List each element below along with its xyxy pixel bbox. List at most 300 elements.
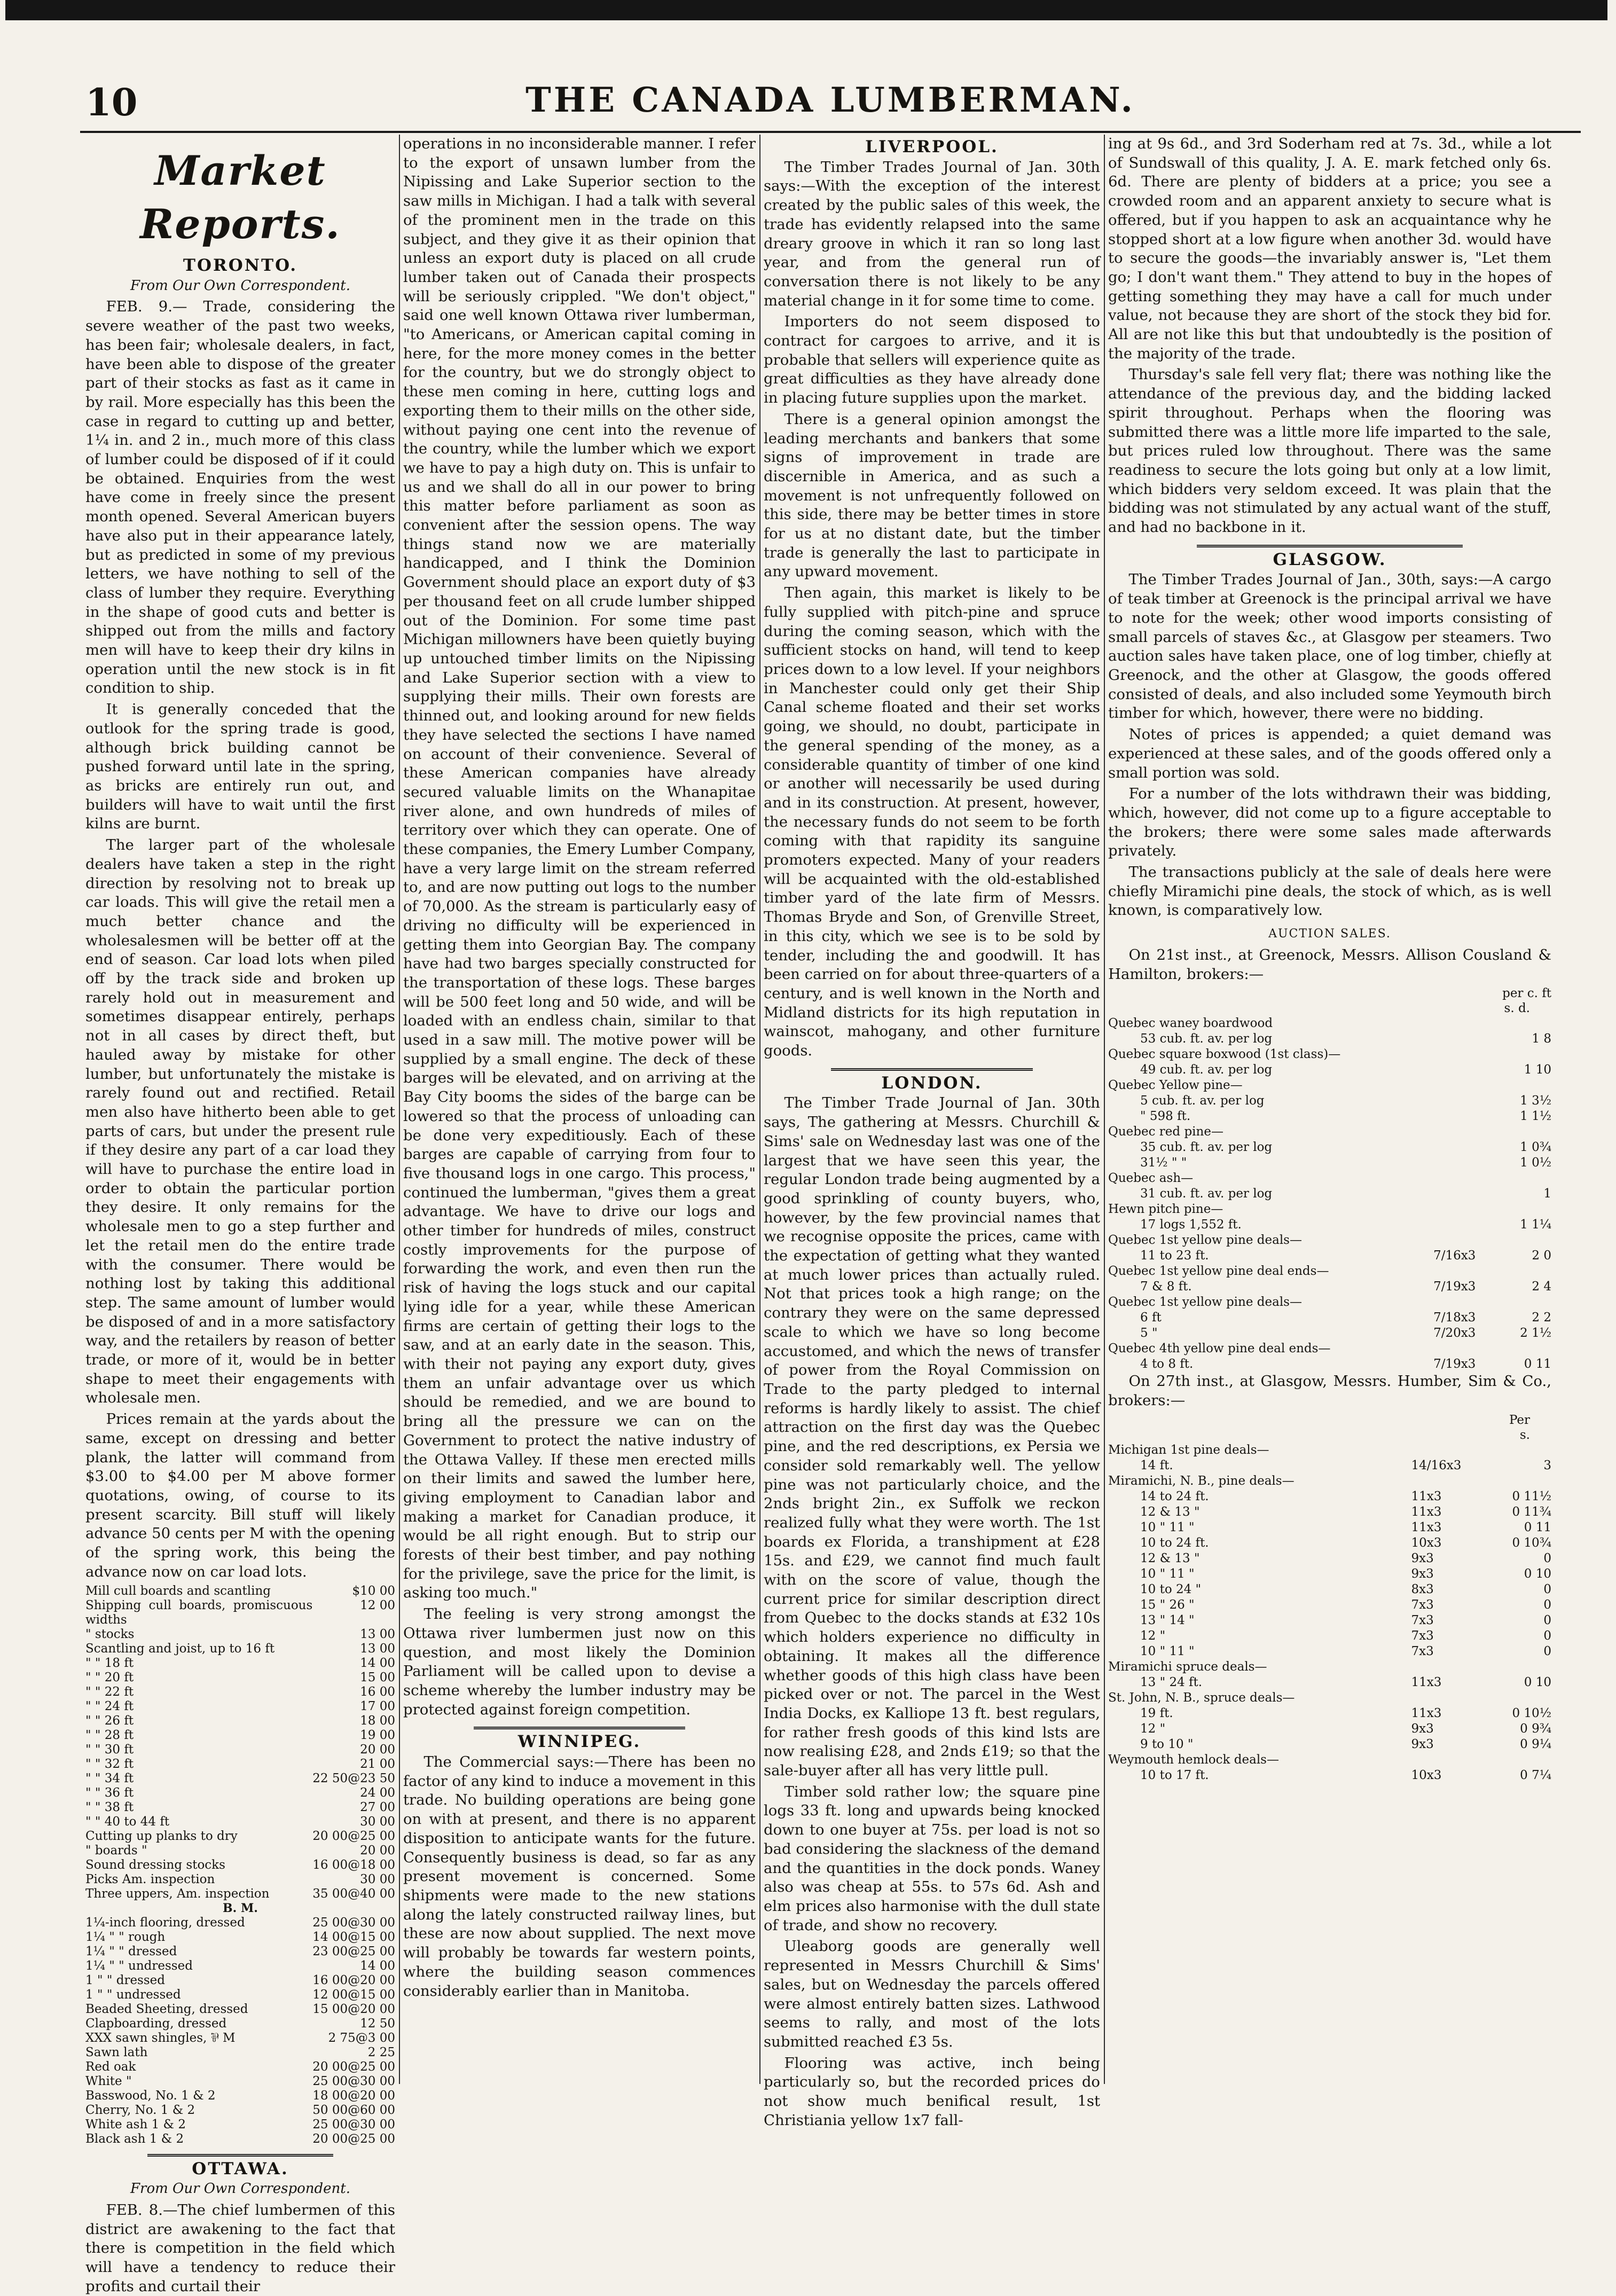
table-row <box>1108 1474 1551 1489</box>
price-value: $10 00 <box>352 1584 395 1598</box>
running-head <box>80 80 1581 139</box>
table-row <box>85 2132 395 2146</box>
auction-price: 1 1½ <box>1520 1109 1551 1124</box>
table-row <box>85 1728 395 1743</box>
table-row <box>1108 1489 1551 1504</box>
table-row <box>85 1786 395 1800</box>
auction-price <box>1493 1443 1551 1458</box>
table-row <box>85 2118 395 2132</box>
auction-size <box>1433 1233 1493 1248</box>
price-value: 35 00@40 00 <box>312 1886 395 1901</box>
auction-size <box>1433 1109 1493 1124</box>
auction-units: per c. ft <box>1502 986 1551 1001</box>
price-item: Sawn lath <box>85 2045 148 2059</box>
auction-price: 0 9¼ <box>1520 1737 1551 1751</box>
price-value: 12 00@15 00 <box>312 1987 395 2002</box>
price-item: Beaded Sheeting, dressed <box>85 2002 248 2016</box>
auction-size <box>1433 1016 1493 1031</box>
auction-size: 7/19x3 <box>1433 1280 1476 1294</box>
auction-item: Quebec 1st yellow pine deals— <box>1108 1295 1302 1310</box>
price-value: 30 00 <box>360 1814 395 1829</box>
table-row <box>1108 1535 1551 1551</box>
column-divider <box>1104 135 1105 2084</box>
table-row <box>85 2074 395 2089</box>
table-row <box>1108 1326 1551 1341</box>
auction-item: 10 to 24 " <box>1140 1582 1202 1596</box>
auction-size: 10x3 <box>1411 1535 1442 1550</box>
auction-item: 10 " 11 " <box>1140 1566 1195 1581</box>
auction-table-glasgow <box>1108 1443 1551 1783</box>
auction-price: 0 11½ <box>1512 1489 1551 1503</box>
price-value: 19 00 <box>360 1728 395 1742</box>
price-item: " " 28 ft <box>85 1728 134 1742</box>
auction-item: 17 logs 1,552 ft. <box>1140 1218 1242 1232</box>
table-row <box>1108 1295 1551 1310</box>
paragraph: FEB. 9.— Trade, considering the severe weather of the past two weeks, has been fair; wholesale dealers, in fact, have been able to dispose of the greater part of their stocks as fast as it came in by rail. More especially has this been the case in regard to cutting up and better, 1¼ in. and 2 in., much more of this class of lumber could be disposed of if it could be obtained. Enquiries from the west have come in freely since the present month opened. Several American buyers have also put in their appearance lately, but as predicted in some of my previous letters, we have nothing to sell of the class of lumber they require. Everything in the shape of good cuts and better is shipped out from the mills and factory men will have to keep their dry kilns in operation until the new stock is in fit condition to ship. <box>85 298 395 697</box>
price-item: " stocks <box>85 1627 135 1641</box>
price-item: 1¼ " " dressed <box>85 1944 177 1958</box>
auction-price <box>1493 1016 1551 1031</box>
auction-size: 7x3 <box>1411 1644 1434 1658</box>
column-4 <box>1108 135 1551 2084</box>
auction-price: 1 <box>1543 1187 1551 1201</box>
paragraph: operations in no inconsiderable manner. I refer to the export of unsawn lumber from the Nipissing and Lake Superior section to the saw mills in Michigan. I had a talk with several of the prominent men in the trade on this subject, and they give it as their opinion that unless an export duty is placed on all crude lumber taken out of Canada their prospects will be seriously crippled. "We don't object," said one well known Ottawa river lumberman, "to Americans, or American capital coming in here, for the more money comes in the better for the country, but we do strongly object to these men coming in here, cutting logs and exporting them to their mills on the other side, without paying one cent into the revenue of the country, while the lumber which we export we have to pay a high duty on. This is unfair to us and we shall do all in our power to bring this matter before parliament as soon as convenient after the session opens. The way things stand now we are materially handicapped, and I think the Dominion Government should place an export duty of $3 per thousand feet on all crude lumber shipped out of the Dominion. For some time past Michigan millowners have been quietly buying up untouched timber limits on the Nipissing and Lake Superior section with a view to supplying their mills. Their own forests are thinned out, and looking around for new fields they have selected the sections I have named on account of their convenience. Several of these American companies have already secured valuable limits on the Whanapitae river alone, and own hundreds of miles of territory over which they can operate. One of these companies, the Emery Lumber Company, have a very large limit on the stream referred to, and are now putting out logs to the number of 70,000. As the stream is particularly easy of driving no difficulty will be experienced in getting them into Georgian Bay. The company have had two barges specially constructed for the transportation of these logs. These barges will be 500 feet long and 50 wide, and will be loaded with an endless chain, similar to that used in a saw mill. The motive power will be supplied by a small engine. The deck of these barges will be elevated, and on arriving at the Bay City booms the sides of the barge can be lowered so that the process of unloading can be done very expeditiously. Each of these barges are capable of carrying from four to five thousand logs in one cargo. This process," continued the lumberman, "gives them a great advantage. We have to drive our logs and other timber for hundreds of miles, construct costly improvements for the purpose of forwarding the work, and even then run the risk of having the logs stuck and our capital lying idle for a year, while these American firms are certain of getting their logs to the saw, and at an early date in the season. This, with their not paying any export duty, gives them an unfair advantage over us which should be remedied, and we are bound to bring all the pressure we can on the Government to protect the native industry of the Ottawa Valley. If these men erected mills on their limits and sawed the lumber here, giving employment to Canadian labor and making a market for Canadian produce, it would be all right enough. But to strip our forests of their best timber, and pay nothing for the privilege, save the price for the limit, is asking too much." <box>403 135 756 1602</box>
auction-price: 1 1¼ <box>1520 1218 1551 1232</box>
table-row <box>85 1930 395 1945</box>
table-row <box>1108 1078 1551 1093</box>
price-item: 1¼ " " undressed <box>85 1958 193 1973</box>
auction-size: 9x3 <box>1411 1721 1434 1736</box>
auction-item: 31½ " " <box>1140 1156 1187 1170</box>
auction-size: 7/20x3 <box>1433 1326 1476 1341</box>
price-item: White ash 1 & 2 <box>85 2117 186 2132</box>
auction-size <box>1433 1031 1493 1047</box>
auction-price: 0 7¼ <box>1520 1768 1551 1782</box>
auction-item: 19 ft. <box>1140 1706 1173 1720</box>
price-item: 1¼-inch flooring, dressed <box>85 1915 245 1930</box>
auction-item: 31 cub. ft. av. per log <box>1140 1187 1273 1201</box>
table-row <box>85 1945 395 1959</box>
table-row <box>85 1714 395 1728</box>
auction-price: 1 10 <box>1524 1063 1551 1077</box>
table-row <box>1108 1279 1551 1295</box>
paragraph: The Timber Trades Journal of Jan., 30th, says:—A cargo of teak timber at Greenock is the principal arrival we have to note for the week; other wood imports consisting of small parcels of staves &c., at Glasgow per steamers. Two auction sales have taken place, one of log timber, chiefly at Greenock, and the other at Glasgow, the goods offered consisted of deals, and also included some Yeymouth birch timber for which, however, there were no bidding. <box>1108 571 1551 722</box>
table-row <box>85 2060 395 2074</box>
table-row <box>1108 1613 1551 1628</box>
column-1 <box>85 135 395 2295</box>
auction-intro: On 27th inst., at Glasgow, Messrs. Humber, Sim & Co., brokers:— <box>1108 1373 1551 1409</box>
paragraph: It is generally conceded that the outlook for the spring trade is good, although brick building cannot be pushed forward until late in the spring, as bricks are entirely run out, and builders will have to wait until the first kilns are burnt. <box>85 701 395 833</box>
table-row <box>1108 1109 1551 1124</box>
price-item: 1¼ " " rough <box>85 1930 166 1944</box>
auction-item: 49 cub. ft. av. per log <box>1140 1063 1273 1077</box>
auction-price: 0 <box>1543 1551 1551 1565</box>
auction-size: 7/19x3 <box>1433 1357 1476 1372</box>
auction-size <box>1433 1124 1493 1140</box>
price-value: 18 00@20 00 <box>312 2088 395 2103</box>
price-item: Cherry, No. 1 & 2 <box>85 2103 195 2117</box>
table-row <box>85 1901 395 1916</box>
auction-size: 14/16x3 <box>1411 1458 1462 1472</box>
table-row <box>85 2002 395 2017</box>
auction-size <box>1433 1062 1493 1078</box>
auction-item: 13 " 24 ft. <box>1140 1675 1203 1689</box>
auction-item: Quebec 1st yellow pine deals— <box>1108 1233 1302 1248</box>
table-row <box>85 1858 395 1872</box>
auction-size: 11x3 <box>1411 1504 1442 1519</box>
toronto-heading: TORONTO. <box>183 256 298 275</box>
auction-price <box>1493 1295 1551 1310</box>
price-item: " " 22 ft <box>85 1684 134 1699</box>
table-row <box>1108 1752 1551 1768</box>
auction-price <box>1493 1124 1551 1140</box>
auction-item: 7 & 8 ft. <box>1140 1280 1192 1294</box>
table-row <box>85 1699 395 1714</box>
price-value: 13 00 <box>360 1627 395 1641</box>
auction-size <box>1433 1295 1493 1310</box>
auction-size <box>1433 1140 1493 1155</box>
table-row <box>1108 1031 1551 1047</box>
table-row <box>85 1757 395 1772</box>
auction-units-sub: s. <box>1519 1428 1530 1442</box>
price-item: Mill cull boards and scantling <box>85 1584 271 1598</box>
table-row <box>1108 1140 1551 1155</box>
auction-item: 10 to 17 ft. <box>1140 1768 1209 1782</box>
price-item: White " <box>85 2074 132 2088</box>
price-item: Picks Am. inspection <box>85 1872 215 1886</box>
price-item: " " 36 ft <box>85 1785 134 1800</box>
auction-size <box>1411 1474 1493 1489</box>
price-value: 27 00 <box>360 1800 395 1814</box>
table-row <box>1108 1062 1551 1078</box>
auction-item: 5 " <box>1140 1326 1158 1341</box>
table-row <box>85 2031 395 2046</box>
auction-item: Michigan 1st pine deals— <box>1108 1443 1269 1457</box>
liverpool-heading: LIVERPOOL. <box>865 137 999 156</box>
auction-price <box>1493 1047 1551 1062</box>
price-item: " " 40 to 44 ft <box>85 1814 170 1829</box>
price-value: 20 00@25 00 <box>312 2132 395 2146</box>
auction-item: 10 " 11 " <box>1140 1520 1195 1534</box>
column-divider <box>399 135 400 2084</box>
table-row <box>1108 1644 1551 1659</box>
price-value: 21 00 <box>360 1757 395 1771</box>
price-value: 25 00@30 00 <box>312 1915 395 1930</box>
toronto-price-table <box>85 1584 395 2146</box>
paragraph: Importers do not seem disposed to contract for cargoes to arrive, and it is probable that sellers will experience quite as great difficulties as they have already done in placing future supplies upon the market. <box>764 313 1100 407</box>
paragraph: Uleaborg goods are generally well represented in Messrs Churchill & Sims' sales, but on Wednesday the parcels offered were almost entirely batten sizes. Lathwood seems to rally, and most of the lots submitted reached £3 5s. <box>764 1938 1100 2050</box>
auction-size <box>1433 1093 1493 1109</box>
auction-item: 12 " <box>1140 1628 1166 1643</box>
price-item: " " 26 ft <box>85 1713 134 1728</box>
price-item: Black ash 1 & 2 <box>85 2132 184 2146</box>
table-row <box>85 1656 395 1671</box>
auction-size: 9x3 <box>1411 1737 1434 1751</box>
table-row <box>1108 1264 1551 1279</box>
auction-item: 6 ft <box>1140 1311 1162 1325</box>
auction-size <box>1433 1155 1493 1171</box>
auction-size <box>1433 1264 1493 1279</box>
auction-price: 2 4 <box>1532 1280 1551 1294</box>
column-3 <box>764 135 1100 2129</box>
price-value: 12 00 <box>360 1598 395 1612</box>
table-row <box>85 1772 395 1786</box>
toronto-byline: From Our Own Correspondent. <box>130 277 351 294</box>
paragraph: The Timber Trades Journal of Jan. 30th says:—With the exception of the interest created by the public sales of this week, the trade has evidently relapsed into the same dreary groove in which it ran so long last year, and from the general run of conversation there is not likely to be any material change in it for some time to come. <box>764 158 1100 309</box>
table-row <box>85 1959 395 1973</box>
price-value: 16 00@20 00 <box>312 1973 395 1987</box>
auction-price: 0 <box>1543 1613 1551 1627</box>
table-row <box>1108 1737 1551 1752</box>
table-row <box>1108 1124 1551 1140</box>
ottawa-byline: From Our Own Correspondent. <box>130 2181 351 2197</box>
auction-price: 1 3½ <box>1520 1094 1551 1108</box>
auction-size <box>1411 1752 1493 1768</box>
auction-item: " 598 ft. <box>1140 1109 1191 1124</box>
price-item: " boards " <box>85 1843 147 1858</box>
auction-item: Hewn pitch pine— <box>1108 1202 1223 1217</box>
table-row <box>85 1887 395 1901</box>
auction-price: 0 11¾ <box>1512 1504 1551 1519</box>
price-item: Clapboarding, dressed <box>85 2016 227 2031</box>
table-row <box>85 1916 395 1930</box>
auction-size <box>1433 1186 1493 1202</box>
price-item: " " 24 ft <box>85 1699 134 1713</box>
auction-price: 0 <box>1543 1644 1551 1658</box>
table-row <box>1108 1186 1551 1202</box>
auction-price: 0 <box>1543 1582 1551 1596</box>
auction-price: 2 0 <box>1532 1249 1551 1263</box>
auction-size: 9x3 <box>1411 1551 1434 1565</box>
auction-size <box>1433 1341 1493 1357</box>
auction-item: St. John, N. B., spruce deals— <box>1108 1690 1295 1705</box>
paragraph: Prices remain at the yards about the same, except on dressing and better plank, the latter will command from $3.00 to $4.00 per M above former quotations, owing, of course to its present scarcity. Bill stuff will likely advance 50 cents per M with the opening of the spring work, this being the advance now on car load lots. <box>85 1410 395 1580</box>
auction-price <box>1493 1233 1551 1248</box>
table-row <box>1108 1628 1551 1644</box>
auction-item: Quebec ash— <box>1108 1171 1194 1186</box>
auction-price: 1 8 <box>1532 1032 1551 1046</box>
table-row <box>1108 1520 1551 1535</box>
auction-item: 14 to 24 ft. <box>1140 1489 1209 1503</box>
section-rule <box>1197 545 1463 547</box>
table-row <box>85 1598 395 1627</box>
bm-subheading: B. M. <box>223 1901 258 1915</box>
price-value: 15 00 <box>360 1670 395 1684</box>
price-value: 24 00 <box>360 1785 395 1800</box>
price-value: 30 00 <box>360 1872 395 1886</box>
table-row <box>85 1800 395 1815</box>
table-row <box>1108 1217 1551 1233</box>
price-value: 20 00 <box>360 1843 395 1858</box>
price-item: Sound dressing stocks <box>85 1858 225 1872</box>
auction-price: 2 1½ <box>1520 1326 1551 1341</box>
table-row <box>1108 1551 1551 1566</box>
auction-units: Per <box>1509 1413 1530 1427</box>
auction-price: 0 10¾ <box>1512 1535 1551 1550</box>
auction-table-greenock <box>1108 1016 1551 1372</box>
paragraph: Then again, this market is likely to be fully supplied with pitch-pine and spruce during the coming season, which with the sufficient stocks on hand, will tend to keep prices down to a low level. If your neighbors in Manchester could only get their Ship Canal scheme floated and their set works going, we should, no doubt, participate in the general spending of the money, as a considerable quantity of timber of one kind or another will necessarily be used during and in its construction. At present, however, the necessary funds do not seem to be forth coming with that rapidity its sanguine promoters expected. Many of your readers will be acquainted with the old-established timber yard of the late firm of Messrs. Thomas Bryde and Son, of Grenville Street, in this city, which we see is to be sold by tender, including the and goodwill. It has been carried on for about three-quarters of a century, and is well known in the North and Midland districts for its high reputation in wainscot, mahogany, and other furniture goods. <box>764 584 1100 1060</box>
price-item: Shipping cull boards, promiscuous widths <box>85 1598 313 1627</box>
ottawa-heading: OTTAWA. <box>192 2159 289 2179</box>
auction-size: 11x3 <box>1411 1706 1442 1720</box>
column-2 <box>403 135 756 2084</box>
price-item: " " 32 ft <box>85 1757 134 1771</box>
price-value: 20 00@25 00 <box>312 2059 395 2074</box>
auction-item: 10 to 24 ft. <box>1140 1535 1209 1550</box>
table-row <box>85 1642 395 1656</box>
auction-item: 12 & 13 " <box>1140 1551 1200 1565</box>
table-row <box>85 1829 395 1844</box>
price-value: 2 25 <box>367 2045 395 2059</box>
paragraph: For a number of the lots withdrawn their was bidding, which, however, did not come up to a figure acceptable to the brokers; there were some sales made afterwards privately. <box>1108 785 1551 860</box>
glasgow-heading: GLASGOW. <box>1273 550 1387 569</box>
price-value: 23 00@25 00 <box>312 1944 395 1958</box>
auction-price: 0 <box>1543 1597 1551 1612</box>
auction-price <box>1493 1659 1551 1675</box>
auction-price <box>1493 1078 1551 1093</box>
auction-price <box>1493 1341 1551 1357</box>
winnipeg-heading: WINNIPEG. <box>517 1732 641 1752</box>
table-row <box>85 1973 395 1988</box>
auction-item: Miramichi spruce deals— <box>1108 1659 1267 1674</box>
price-value: 15 00@20 00 <box>312 2002 395 2016</box>
auction-price: 0 10½ <box>1512 1706 1551 1720</box>
table-row <box>1108 1248 1551 1264</box>
auction-price: 0 10 <box>1524 1566 1551 1581</box>
auction-item: 9 to 10 " <box>1140 1737 1194 1751</box>
table-row <box>85 2017 395 2031</box>
auction-size <box>1433 1047 1493 1062</box>
paragraph: The Timber Trade Journal of Jan. 30th says, The gathering at Messrs. Churchill & Sims' sale on Wednesday last was one of the largest that we have seen this year, the regular London trade being augmented by a good sprinkling of county buyers, who, however, by the few provincial names that we recognise opposite the prices, came with the expectation of getting what they wanted at much lower prices than actually ruled. Not that prices took a high range; on the contrary they were on the same depressed scale to which we have so long become accustomed, and which the news of transfer of power from the Royal Commission on Trade to the party pledged to internal reforms is hardly likely to assist. The chief attraction on the first day was the Quebec pine, and the red descriptions, ex Persia we consider sold remarkably well. The yellow pine was not particularly choice, and the 2nds bright 2in., ex Suffolk we reckon realized fully what they were worth. The 1st boards ex Florida, a transhipment at £28 15s. and £29, we cannot find much fault with on the score of value, though the current price for similar description direct from Quebec to the docks stands at £32 10s which holders experience no difficulty in obtaining. It makes all the difference whether goods of this high class have been picked over or not. The parcel in the West India Docks, ex Kalliope 13 ft. best regulars, for rather fresh goods of this kind lsts are now realising £28, and 2nds £19; so that the sale-buyer after all has very little pull. <box>764 1094 1100 1780</box>
table-row <box>1108 1768 1551 1783</box>
paragraph: The transactions publicly at the sale of deals here were chiefly Miramichi pine deals, the stock of which, as is well known, is comparatively low. <box>1108 864 1551 919</box>
price-item: Red oak <box>85 2059 136 2074</box>
table-row <box>1108 1443 1551 1458</box>
price-item: Scantling and joist, up to 16 ft <box>85 1641 275 1656</box>
price-value: 25 00@30 00 <box>312 2117 395 2132</box>
auction-price: 0 11 <box>1524 1520 1551 1534</box>
table-row <box>1108 1171 1551 1186</box>
price-value: 16 00@18 00 <box>312 1858 395 1872</box>
table-row <box>1108 1706 1551 1721</box>
auction-item: 13 " 14 " <box>1140 1613 1195 1627</box>
price-value: 18 00 <box>360 1713 395 1728</box>
auction-price: 0 11 <box>1524 1357 1551 1372</box>
price-item: Cutting up planks to dry <box>85 1829 238 1843</box>
page-number: 10 <box>85 80 138 124</box>
auction-size <box>1411 1690 1493 1706</box>
table-row <box>1108 1341 1551 1357</box>
price-value: 14 00 <box>360 1656 395 1670</box>
table-row <box>85 1685 395 1699</box>
auction-item: 5 cub. ft. av. per log <box>1140 1094 1265 1108</box>
table-row <box>85 1872 395 1887</box>
price-item: XXX sawn shingles, ⅌ M <box>85 2031 236 2045</box>
table-row <box>1108 1310 1551 1326</box>
column-divider <box>759 135 760 2084</box>
auction-price <box>1493 1752 1551 1768</box>
table-row <box>1108 1659 1551 1675</box>
section-rule <box>831 1068 1033 1071</box>
auction-size: 10x3 <box>1411 1768 1442 1782</box>
paragraph: FEB. 8.—The chief lumbermen of this district are awakening to the fact that there is competition in the field which will have a tendency to reduce their profits and curtail their <box>85 2201 395 2295</box>
auction-item: 12 & 13 " <box>1140 1504 1200 1519</box>
table-row <box>1108 1458 1551 1474</box>
auction-item: Quebec 4th yellow pine deal ends— <box>1108 1342 1331 1356</box>
table-row <box>1108 1566 1551 1582</box>
table-row <box>85 1671 395 1685</box>
auction-price <box>1493 1264 1551 1279</box>
table-row <box>85 2046 395 2060</box>
auction-item: Quebec waney boardwood <box>1108 1016 1273 1031</box>
auction-size <box>1433 1217 1493 1233</box>
price-item: " " 34 ft <box>85 1771 134 1785</box>
price-value: 14 00@15 00 <box>312 1930 395 1944</box>
table-row <box>85 2089 395 2103</box>
table-row <box>1108 1202 1551 1217</box>
auction-size <box>1433 1202 1493 1217</box>
table-row <box>85 1988 395 2002</box>
auction-item: 11 to 23 ft. <box>1140 1249 1209 1263</box>
market-reports-title: Market Reports. <box>140 147 341 248</box>
price-value: 2 75@3 00 <box>328 2031 395 2045</box>
auction-item: 35 cub. ft. av. per log <box>1140 1140 1273 1155</box>
auction-item: 10 " 11 " <box>1140 1644 1195 1658</box>
auction-item: 53 cub. ft. av. per log <box>1140 1032 1273 1046</box>
auction-item: 15 " 26 " <box>1140 1597 1195 1612</box>
price-item: 1 " " undressed <box>85 1987 181 2002</box>
auction-item: Weymouth hemlock deals— <box>1108 1752 1279 1767</box>
price-value: 20 00@25 00 <box>312 1829 395 1843</box>
paragraph: The feeling is very strong amongst the Ottawa river lumbermen just now on this question, and most likely the Dominion Parliament will be called upon to devise a scheme whereby the lumber industry may be protected against foreign competition. <box>403 1605 756 1718</box>
paragraph: There is a general opinion amongst the leading merchants and bankers that some signs of improvement in trade are discernible in America, and as such a movement is not unfrequently followed on this side, there may be better times in store for us at no distant date, but the timber trade is generally the last to participate in any upward movement. <box>764 410 1100 581</box>
auction-price: 3 <box>1543 1458 1551 1472</box>
auction-size: 7x3 <box>1411 1613 1434 1627</box>
auction-item: Quebec Yellow pine— <box>1108 1078 1243 1093</box>
table-row <box>1108 1093 1551 1109</box>
section-rule <box>474 1727 685 1729</box>
auction-price <box>1493 1171 1551 1186</box>
auction-size: 9x3 <box>1411 1566 1434 1581</box>
table-row <box>1108 1504 1551 1520</box>
table-row <box>1108 1597 1551 1613</box>
table-row <box>1108 1690 1551 1706</box>
price-value: 17 00 <box>360 1699 395 1713</box>
auction-size: 7/18x3 <box>1433 1311 1476 1325</box>
auction-size <box>1433 1171 1493 1186</box>
paragraph: The larger part of the wholesale dealers have taken a step in the right direction by resolving not to break up car loads. This will give the retail men a much better chance and the wholesalesmen will be better off at the end of season. Car load lots when piled off by the track side and broken up rarely hold out in measurement and sometimes disappear entirely, perhaps not in all cases by direct theft, but hauled away by mistake for other lumber, but unfortunately the mistake is rarely found out and rectified. Retail men also have hitherto been able to get parts of cars, but under the present rule if they desire any part of a car load they will have to purchase the entire load in order to obtain the particular portion they desire. It only remains for the wholesale men to go a step further and let the retail men do the entire trade with the consumer. There would be nothing lost by taking this additional step. The same amount of lumber would be disposed of and in a more satisfactory way, and the retailers by reason of better trade, or more of it, would be in better shape to meet their engagements with wholesale men. <box>85 836 395 1407</box>
paper-title: THE CANADA LUMBERMAN. <box>525 80 1135 120</box>
price-item: " " 38 ft <box>85 1800 134 1814</box>
section-rule <box>147 2154 333 2157</box>
auction-size: 7x3 <box>1411 1628 1434 1643</box>
table-row <box>85 1743 395 1757</box>
auction-item: 4 to 8 ft. <box>1140 1357 1194 1372</box>
auction-item: Quebec 1st yellow pine deal ends— <box>1108 1264 1329 1279</box>
price-value: 14 00 <box>360 1958 395 1973</box>
paragraph: Timber sold rather low; the square pine logs 33 ft. long and upwards being knocked down to one buyer at 75s. per load is not so bad considering the slackness of the demand and the quantities in the dock ponds. Waney also was cheap at 55s. to 57s 6d. Ash and elm prices also harmonise with the dull state of trade, and show no recovery. <box>764 1783 1100 1934</box>
table-row <box>1108 1675 1551 1690</box>
table-row <box>85 1815 395 1829</box>
price-item: " " 30 ft <box>85 1742 134 1757</box>
price-value: 12 50 <box>360 2016 395 2031</box>
auction-item: Quebec red pine— <box>1108 1125 1223 1139</box>
auction-item: 12 " <box>1140 1721 1166 1736</box>
paragraph: Thursday's sale fell very flat; there was nothing like the attendance of the previous day, and the bidding lacked spirit throughout. Perhaps when the flooring was submitted there was a little more life imparted to the sale, but prices ruled low throughout. There was the same readiness to secure the lots going but only at a low limit, which bidders very seldom exceed. It was plain that the bidding was not stimulated by any actual want of the stuff, and had no backbone in it. <box>1108 366 1551 536</box>
auction-size: 7x3 <box>1411 1597 1434 1612</box>
table-row <box>1108 1233 1551 1248</box>
auction-size: 11x3 <box>1411 1520 1442 1534</box>
